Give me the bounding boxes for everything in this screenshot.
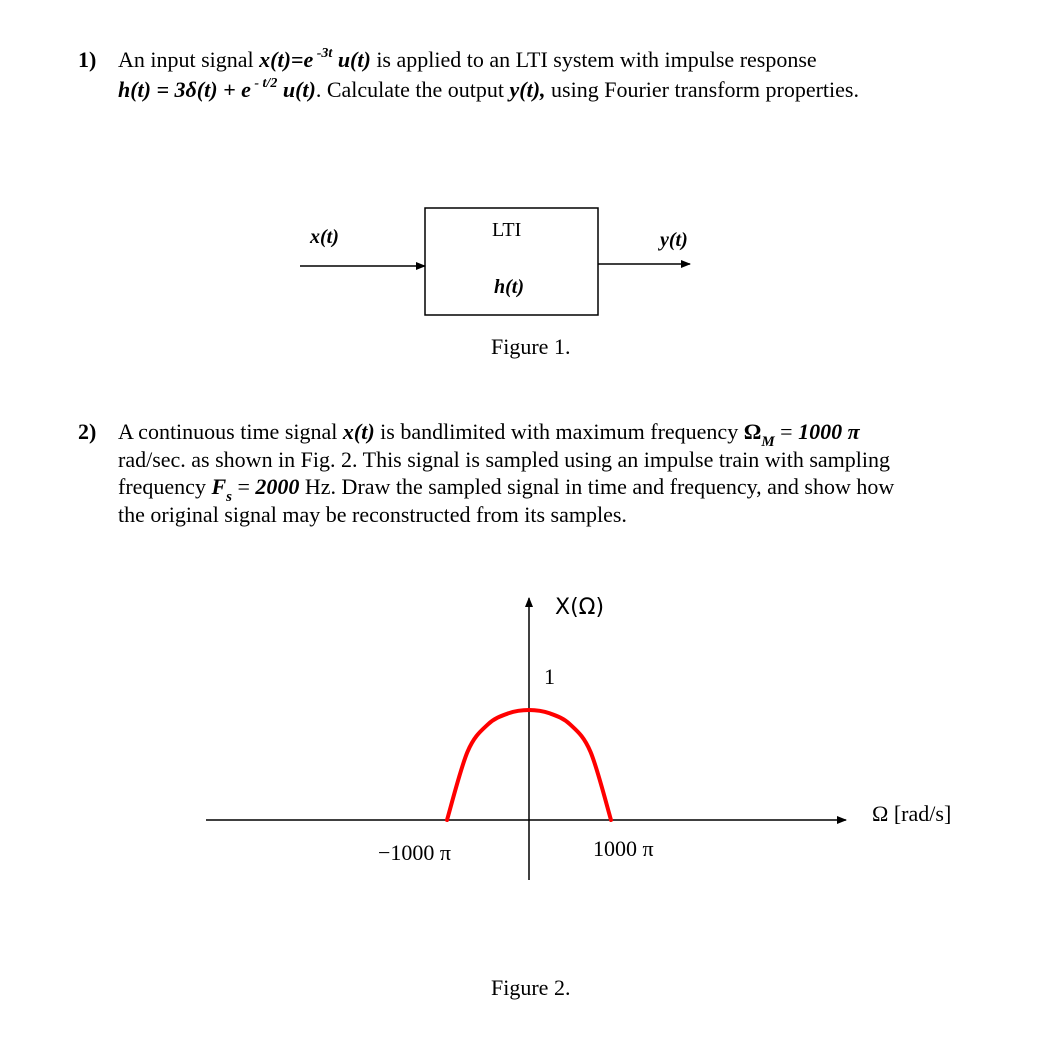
figure-1-caption: Figure 1. [491, 334, 571, 359]
y-axis-label: X(Ω) [555, 595, 605, 620]
input-label: x(t) [310, 226, 339, 248]
question-2-line-1: A continuous time signal x(t) is bandlimited with maximum frequency $\Omega_M = 1000$ π [118, 419, 860, 451]
output-label: y(t) [660, 229, 688, 251]
question-number: 1) [78, 47, 97, 72]
tick-label-positive: 1000 π [593, 836, 654, 861]
tick-label-negative: −1000 π [378, 840, 452, 865]
x-axis-label: Ω [rad/s] [872, 801, 952, 826]
block-title: LTI [492, 219, 522, 241]
question-1-line-2: h(t) = 3δ(t) + e $^{- t/2}$ u(t). Calculate the output y(t), using Fourier transform properties. [118, 75, 859, 102]
question-1-line-1: An input signal x(t)=e $^{-3t}$ u(t) is applied to an LTI system with impulse response [118, 45, 817, 72]
peak-label: 1 [544, 664, 555, 689]
question-2-line-4: the original signal may be reconstructed from its samples. [118, 502, 627, 527]
block-impulse-response: h(t) [494, 276, 524, 298]
question-number: 2) [78, 419, 97, 444]
question-2-line-2: rad/sec. as shown in Fig. 2. This signal is sampled using an impulse train with sampling [118, 447, 890, 472]
question-2-line-3: frequency $F_s = 2000$ Hz. Draw the sampled signal in time and frequency, and show how [118, 474, 895, 506]
figure-2-caption: Figure 2. [491, 975, 571, 1000]
